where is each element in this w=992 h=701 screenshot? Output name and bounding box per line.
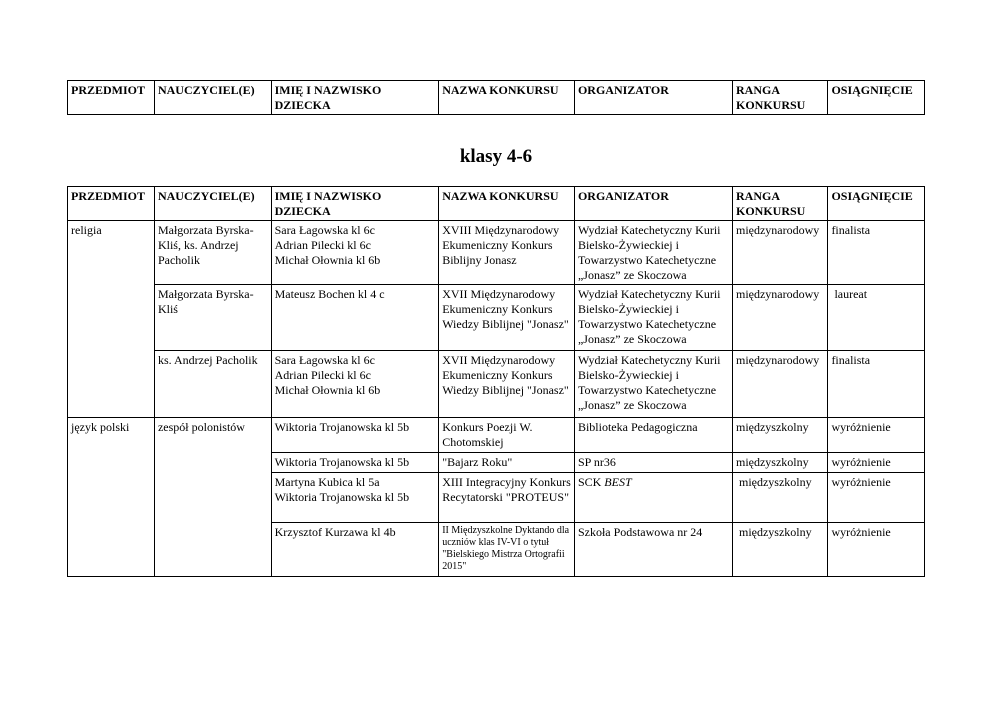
header-table-top bbox=[67, 80, 925, 115]
contest-cell: XIII Integracyjny Konkurs Recytatorski "PROTEUS" bbox=[439, 473, 575, 523]
students-cell bbox=[271, 473, 439, 523]
rank-cell: międzynarodowy bbox=[732, 285, 827, 351]
organizer-prefix: SCK bbox=[577, 475, 605, 489]
result-cell: finalista bbox=[828, 221, 925, 285]
student-name: Krzysztof Kurzawa kl 4b bbox=[274, 525, 396, 539]
rank-cell: międzyszkolny bbox=[732, 453, 827, 473]
header-cell: PRZEDMIOT bbox=[68, 187, 155, 221]
subject-cell: religia bbox=[68, 221, 155, 418]
organizer-emphasis: BEST bbox=[604, 475, 632, 489]
rank-cell: międzynarodowy bbox=[732, 221, 827, 285]
header-cell: PRZEDMIOT bbox=[68, 81, 155, 115]
header-row bbox=[68, 187, 925, 221]
contest-cell: II Międzyszkolne Dyktando dla uczniów klas IV-VI o tytuł "Bielskiego Mistrza Ortografii 2015" bbox=[439, 523, 575, 577]
student-name: Sara Łagowska kl 6c bbox=[274, 353, 375, 367]
header-cell: ORGANIZATOR bbox=[574, 187, 732, 221]
contest-cell: XVII Międzynarodowy Ekumeniczny Konkurs Wiedzy Biblijnej "Jonasz" bbox=[439, 285, 575, 351]
header-cell: NAZWA KONKURSU bbox=[439, 187, 575, 221]
header-cell: OSIĄGNIĘCIE bbox=[828, 187, 925, 221]
students-cell bbox=[271, 285, 439, 351]
contest-cell: XVIII Międzynarodowy Ekumeniczny Konkurs Biblijny Jonasz bbox=[439, 221, 575, 285]
teacher-cell: zespół polonistów bbox=[154, 418, 271, 577]
student-name: Adrian Pilecki kl 6c bbox=[274, 238, 371, 252]
table-row bbox=[68, 221, 925, 285]
header-row bbox=[68, 81, 925, 115]
header-cell: NAUCZYCIEL(E) bbox=[154, 187, 271, 221]
header-cell: RANGA KONKURSU bbox=[732, 187, 827, 221]
teacher-cell: ks. Andrzej Pacholik bbox=[154, 351, 271, 418]
result-cell: wyróżnienie bbox=[828, 418, 925, 453]
contest-cell: Konkurs Poezji W. Chotomskiej bbox=[439, 418, 575, 453]
students-cell bbox=[271, 418, 439, 453]
student-name: Sara Łagowska kl 6c bbox=[274, 223, 375, 237]
rank-cell: międzyszkolny bbox=[732, 523, 827, 577]
rank-cell: międzyszkolny bbox=[732, 473, 827, 523]
result-cell: wyróżnienie bbox=[828, 523, 925, 577]
teacher-cell: Małgorzata Byrska-Kliś, ks. Andrzej Pacholik bbox=[154, 221, 271, 285]
contest-cell: "Bajarz Roku" bbox=[439, 453, 575, 473]
header-cell: ORGANIZATOR bbox=[574, 81, 732, 115]
result-cell: finalista bbox=[828, 351, 925, 418]
organizer-cell: Biblioteka Pedagogiczna bbox=[574, 418, 732, 453]
table-row bbox=[68, 418, 925, 453]
rank-cell: międzyszkolny bbox=[732, 418, 827, 453]
subject-cell: język polski bbox=[68, 418, 155, 577]
header-cell: IMIĘ I NAZWISKO DZIECKA bbox=[271, 81, 439, 115]
result-cell: laureat bbox=[828, 285, 925, 351]
student-name: Martyna Kubica kl 5a bbox=[274, 475, 380, 489]
organizer-cell bbox=[574, 473, 732, 523]
results-table bbox=[67, 186, 925, 577]
header-cell: NAZWA KONKURSU bbox=[439, 81, 575, 115]
table-row bbox=[68, 285, 925, 351]
result-cell: wyróżnienie bbox=[828, 473, 925, 523]
student-name: Wiktoria Trojanowska kl 5b bbox=[274, 490, 410, 504]
contest-cell: XVII Międzynarodowy Ekumeniczny Konkurs Wiedzy Biblijnej "Jonasz" bbox=[439, 351, 575, 418]
header-cell: OSIĄGNIĘCIE bbox=[828, 81, 925, 115]
student-name: Adrian Pilecki kl 6c bbox=[274, 368, 371, 382]
header-cell: IMIĘ I NAZWISKO DZIECKA bbox=[271, 187, 439, 221]
result-cell: wyróżnienie bbox=[828, 453, 925, 473]
organizer-cell: SP nr36 bbox=[574, 453, 732, 473]
organizer-cell: Wydział Katechetyczny Kurii Bielsko-Żywieckiej i Towarzystwo Katechetyczne „Jonasz” ze Skoczowa bbox=[574, 221, 732, 285]
header-cell: RANGA KONKURSU bbox=[732, 81, 827, 115]
header-cell: NAUCZYCIEL(E) bbox=[154, 81, 271, 115]
student-name: Michał Ołownia kl 6b bbox=[274, 253, 381, 267]
students-cell bbox=[271, 221, 439, 285]
rank-cell: międzynarodowy bbox=[732, 351, 827, 418]
student-name: Mateusz Bochen kl 4 c bbox=[274, 287, 385, 301]
table-row bbox=[68, 351, 925, 418]
organizer-cell: Wydział Katechetyczny Kurii Bielsko-Żywieckiej i Towarzystwo Katechetyczne „Jonasz” ze Skoczowa bbox=[574, 351, 732, 418]
teacher-cell: Małgorzata Byrska-Kliś bbox=[154, 285, 271, 351]
students-cell bbox=[271, 453, 439, 473]
student-name: Wiktoria Trojanowska kl 5b bbox=[274, 420, 410, 434]
students-cell bbox=[271, 351, 439, 418]
students-cell bbox=[271, 523, 439, 577]
organizer-cell: Szkoła Podstawowa nr 24 bbox=[574, 523, 732, 577]
student-name: Michał Ołownia kl 6b bbox=[274, 383, 381, 397]
section-title: klasy 4-6 bbox=[459, 146, 533, 167]
student-name: Wiktoria Trojanowska kl 5b bbox=[274, 455, 410, 469]
organizer-cell: Wydział Katechetyczny Kurii Bielsko-Żywieckiej i Towarzystwo Katechetyczne „Jonasz” ze Skoczowa bbox=[574, 285, 732, 351]
